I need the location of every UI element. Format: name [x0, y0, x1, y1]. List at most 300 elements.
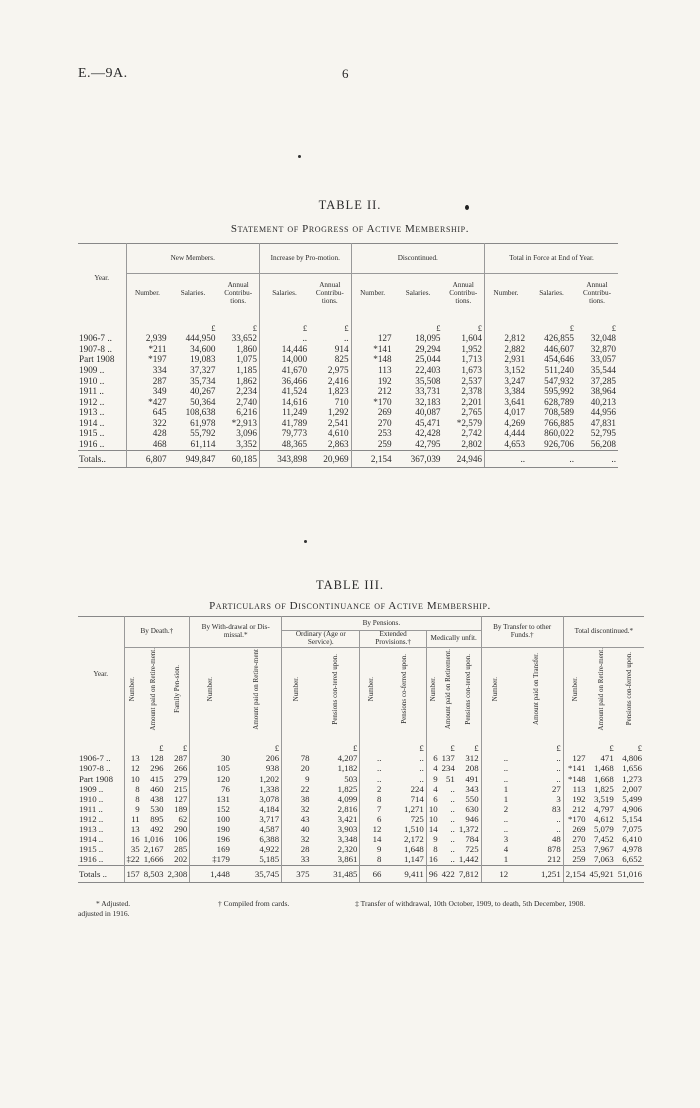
table-cell: 224: [383, 784, 426, 794]
col-number: Number.: [206, 676, 215, 702]
group-ordinary: Ordinary (Age or Service).: [282, 631, 360, 648]
table-cell: 253: [377, 428, 392, 439]
table-cell: 1,862: [217, 376, 259, 387]
table-cell: 415: [150, 773, 164, 784]
table-cell: 1,182: [311, 763, 359, 773]
col-number: Number.: [135, 288, 160, 297]
table-cell: 32,183: [415, 396, 441, 407]
table-cell: 35,734: [190, 375, 216, 386]
table-cell: 825: [309, 354, 351, 365]
table-cell: ..: [510, 814, 563, 824]
table-cell: 2,802: [443, 439, 485, 450]
pound-sign: £: [311, 733, 359, 753]
table3-totals-row: [78, 865, 644, 882]
table-cell: 19,083: [190, 354, 216, 365]
table-cell: 14,446: [281, 343, 308, 354]
table-cell: 234: [441, 763, 455, 774]
table-cell: 8: [377, 793, 382, 804]
table-cell: 9: [433, 834, 438, 845]
table-cell: 2: [503, 803, 509, 814]
row-year-cell: 1912 ..: [78, 397, 126, 408]
table-cell: 4,444: [504, 428, 526, 439]
table-row: [78, 794, 644, 804]
table-cell: ..: [309, 333, 351, 344]
totals-cell: 1,448: [190, 865, 232, 882]
row-year-cell: 1914 ..: [78, 834, 124, 844]
table-cell: 41,670: [281, 365, 308, 375]
table-row: [78, 386, 618, 397]
col-amount-retirement: Amount paid on Retire-ment.: [596, 647, 605, 731]
table-cell: 41,789: [281, 417, 308, 428]
table-cell: ..: [450, 824, 455, 835]
row-year-cell: 1909 ..: [78, 784, 124, 794]
col-year: Year.: [78, 617, 124, 734]
table-cell: 6,388: [232, 834, 282, 844]
table-row: [78, 354, 618, 365]
table-row: [78, 854, 644, 865]
totals-cell: 51,016: [616, 865, 644, 882]
table-cell: 192: [572, 793, 586, 804]
row-year-cell: 1912 ..: [78, 814, 124, 824]
col-amount-retirement: Amount paid on Retire-ment.: [148, 647, 157, 731]
group-in-force: Total in Force at End of Year.: [485, 244, 619, 274]
group-promotion: Increase by Pro-motion.: [259, 244, 351, 274]
table-cell: 3,096: [217, 428, 259, 439]
table-cell: 9: [135, 803, 140, 814]
table-cell: 1,825: [593, 783, 614, 794]
table-cell: 2,931: [504, 354, 526, 365]
row-year-cell: 1915 ..: [78, 428, 126, 439]
table-row: [78, 834, 644, 844]
table-cell: 4,797: [593, 803, 614, 814]
row-year-cell: Part 1908: [78, 354, 126, 365]
table-cell: 6,410: [622, 834, 642, 845]
row-year-cell: 1913 ..: [78, 824, 124, 834]
table-cell: 10: [130, 773, 140, 784]
table-cell: 2: [377, 783, 382, 794]
table2-progress: [78, 243, 618, 468]
pound-sign: £: [443, 314, 485, 334]
table-cell: 28: [300, 844, 310, 855]
table-cell: 48: [510, 834, 563, 844]
totals-cell: 20,969: [309, 450, 351, 468]
table-cell: 312: [457, 753, 481, 763]
table-cell: 4,906: [622, 803, 642, 814]
table-cell: 1,442: [457, 854, 481, 865]
table-cell: ..: [377, 753, 382, 764]
table-cell: 2,172: [383, 834, 426, 844]
table-cell: 212: [510, 854, 563, 865]
table-cell: 32,048: [590, 333, 616, 344]
table-row: [78, 763, 644, 773]
table-cell: 1,271: [383, 804, 426, 814]
table-cell: 2,007: [622, 783, 642, 794]
table-cell: 914: [309, 344, 351, 355]
table-cell: 1,952: [443, 344, 485, 355]
table2-title: TABLE II.: [318, 198, 382, 212]
table-cell: 2,740: [217, 397, 259, 408]
table-cell: 454,646: [544, 354, 574, 365]
table-cell: 22: [300, 783, 310, 794]
totals-cell: 60,185: [217, 450, 259, 468]
table-cell: 47,831: [590, 417, 616, 428]
row-year-cell: 1914 ..: [78, 418, 126, 429]
table-cell: 33: [300, 854, 310, 865]
col-pensions-conferred: Pensions con-tered upon.: [311, 647, 359, 733]
table-cell: 7,967: [593, 844, 614, 855]
totals-label: Totals ..: [78, 865, 124, 882]
table-cell: 491: [457, 774, 481, 784]
table-cell: 269: [572, 824, 586, 835]
table-cell: 5,079: [593, 824, 614, 835]
footnote-compiled: † Compiled from cards.: [218, 899, 290, 908]
table-cell: 196: [216, 834, 230, 845]
table-cell: 5,499: [622, 793, 642, 804]
pound-sign: £: [166, 733, 190, 753]
table-cell: 1,338: [232, 784, 282, 794]
totals-cell: 949,847: [169, 450, 218, 468]
table-cell: 438: [150, 793, 164, 804]
pound-sign: £: [611, 322, 616, 333]
table-row: [78, 814, 644, 824]
table-row: [78, 397, 618, 408]
table-row: [78, 784, 644, 794]
table-cell: 266: [166, 763, 190, 773]
table-cell: 8: [135, 783, 140, 794]
table-cell: 446,607: [544, 343, 574, 354]
table-cell: 1,825: [311, 784, 359, 794]
table-cell: ..: [302, 333, 308, 344]
table-cell: 4,587: [232, 824, 282, 834]
table-cell: 34,600: [190, 343, 216, 354]
table-cell: 10: [428, 803, 438, 814]
table-cell: *148: [373, 354, 392, 365]
table-cell: 29,294: [415, 343, 441, 354]
table-cell: 290: [166, 824, 190, 834]
row-year-cell: 1915 ..: [78, 844, 124, 854]
table-cell: 259: [572, 854, 586, 865]
table3-subtitle: Particulars of Discontinuance of Active Membership.: [209, 600, 491, 612]
table-cell: 127: [572, 753, 586, 764]
table-cell: 766,885: [544, 417, 574, 428]
table-cell: ..: [503, 753, 509, 764]
table-cell: 1,604: [443, 333, 485, 344]
footnote-adjusted-1916: adjusted in 1916.: [78, 908, 130, 918]
table-cell: 9: [377, 844, 382, 855]
row-year-cell: 1909 ..: [78, 365, 126, 376]
table-cell: ..: [450, 813, 455, 824]
table-cell: 946: [457, 814, 481, 824]
table-cell: 595,992: [544, 386, 574, 397]
col-number: Number.: [428, 676, 437, 702]
table-cell: 8: [433, 844, 438, 855]
totals-cell: 31,485: [311, 865, 359, 882]
table-cell: 4,610: [309, 428, 351, 439]
table-row: [78, 753, 644, 763]
table-cell: 27: [510, 784, 563, 794]
totals-cell: ..: [576, 450, 618, 468]
group-by-transfer: By Transfer to other Funds.†: [481, 617, 563, 648]
table-cell: 40,267: [190, 386, 216, 397]
group-by-pensions: By Pensions.: [282, 617, 482, 631]
table-cell: 61,978: [190, 417, 216, 428]
table-row: [78, 428, 618, 439]
table-cell: ..: [450, 783, 455, 794]
table-cell: 12: [372, 824, 382, 835]
table-cell: 492: [150, 824, 164, 835]
table-cell: *170: [373, 396, 392, 407]
table-cell: 5,185: [232, 854, 282, 865]
table-cell: 4,653: [504, 439, 526, 450]
table-cell: 550: [457, 794, 481, 804]
table-cell: 2,378: [443, 386, 485, 397]
row-year-cell: Part 1908: [78, 774, 124, 784]
table-cell: 860,022: [544, 428, 574, 439]
table-cell: 4: [433, 763, 438, 774]
table-cell: 322: [152, 417, 167, 428]
table-cell: 3,348: [311, 834, 359, 844]
table-cell: 113: [378, 365, 392, 375]
table-cell: ..: [450, 834, 455, 845]
table-cell: 444,950: [185, 333, 216, 344]
table-cell: 1,147: [383, 854, 426, 865]
currency-row: [78, 733, 644, 753]
table-cell: 38,964: [590, 386, 616, 397]
table-cell: 108,638: [185, 407, 216, 418]
col-number: Number.: [570, 676, 579, 702]
table-cell: 189: [166, 804, 190, 814]
table-cell: 4,806: [622, 753, 642, 764]
table-cell: 270: [572, 834, 586, 845]
table-cell: 269: [377, 407, 392, 418]
pound-sign: £: [232, 733, 282, 753]
table-cell: 56,208: [590, 439, 616, 450]
table-cell: 137: [441, 753, 455, 764]
totals-cell: 12: [481, 865, 510, 882]
table-row: [78, 774, 644, 784]
table-cell: 42,795: [415, 439, 441, 450]
totals-cell: ..: [485, 450, 528, 468]
table-cell: 2,765: [443, 407, 485, 418]
table-cell: 18,095: [415, 333, 441, 344]
table-row: [78, 407, 618, 418]
table-cell: 106: [166, 834, 190, 844]
totals-cell: 8,503: [142, 865, 166, 882]
table-cell: ..: [377, 763, 382, 774]
table-cell: 3,717: [232, 814, 282, 824]
row-year-cell: 1913 ..: [78, 407, 126, 418]
table-cell: 1,292: [309, 407, 351, 418]
table-cell: 1,372: [457, 824, 481, 834]
table-cell: 45,471: [415, 417, 441, 428]
table-cell: ..: [503, 773, 509, 784]
table-cell: 4,922: [232, 844, 282, 854]
pound-sign: £: [609, 743, 614, 754]
table-cell: 725: [383, 814, 426, 824]
table-cell: 1,273: [622, 773, 642, 784]
col-amount-retirement: Amount paid on Retirement.: [443, 649, 452, 730]
table-row: [78, 824, 644, 834]
table-cell: 22,403: [415, 365, 441, 375]
table-cell: 152: [216, 803, 230, 814]
currency-row: [78, 314, 618, 334]
table-cell: 32: [300, 834, 310, 845]
page-code: E.—9A.: [78, 66, 128, 81]
table-cell: 4: [503, 844, 509, 855]
table3-discontinuance: [78, 616, 644, 883]
table-cell: 3,903: [311, 824, 359, 834]
table-cell: 253: [572, 844, 586, 855]
group-extended: Extended Provisions.†: [360, 631, 426, 648]
col-salaries: Salaries.: [272, 288, 297, 297]
table-cell: 3,861: [311, 854, 359, 865]
pound-sign: £: [457, 733, 481, 753]
ink-dot: [304, 540, 307, 543]
table-cell: *427: [148, 396, 167, 407]
table-cell: 4,978: [622, 844, 642, 855]
table-cell: 9: [433, 773, 438, 784]
table-cell: 2,541: [309, 418, 351, 429]
table-cell: 285: [166, 844, 190, 854]
table-cell: 287: [152, 375, 167, 386]
col-number: Number.: [493, 288, 519, 297]
table-cell: 38: [300, 793, 310, 804]
table-cell: ..: [383, 774, 426, 784]
table-cell: ..: [510, 763, 563, 773]
pound-sign: £: [510, 733, 563, 753]
col-amount-retirement: Amount paid on Retire-ment: [232, 647, 282, 733]
table-cell: 8: [377, 854, 382, 865]
table-cell: 206: [232, 753, 282, 763]
table-cell: 1,648: [383, 844, 426, 854]
table-cell: ..: [450, 803, 455, 814]
col-number: Number.: [360, 288, 386, 297]
table-cell: 16: [130, 834, 140, 845]
col-family-pension: Family Pen-sion.: [166, 647, 190, 733]
table-cell: 2,416: [309, 376, 351, 387]
table-cell: 1,185: [217, 365, 259, 376]
group-by-death: By Death.†: [124, 617, 190, 648]
table-cell: 270: [377, 417, 392, 428]
table-row: [78, 439, 618, 450]
table-cell: 895: [150, 813, 164, 824]
table-cell: 78: [300, 753, 310, 764]
table-cell: 1,823: [309, 386, 351, 397]
table-cell: 3,247: [504, 375, 526, 386]
table-cell: 3,641: [504, 396, 526, 407]
table-cell: 215: [166, 784, 190, 794]
table-cell: 100: [216, 813, 230, 824]
pound-sign: £: [309, 314, 351, 334]
table-cell: 259: [377, 439, 392, 450]
totals-cell: 96: [426, 865, 439, 882]
table-cell: 3,421: [311, 814, 359, 824]
group-new-members: New Members.: [126, 244, 259, 274]
footnote-adjusted: * Adjusted.: [96, 899, 131, 908]
totals-cell: 35,745: [232, 865, 282, 882]
table-cell: 460: [150, 783, 164, 794]
col-salaries: Salaries.: [180, 288, 206, 297]
table-cell: 40: [300, 824, 310, 835]
table-cell: 4,269: [504, 417, 526, 428]
table-cell: 2,882: [504, 343, 526, 354]
table-cell: 503: [311, 774, 359, 784]
table-cell: 630: [457, 804, 481, 814]
table-cell: 6: [433, 793, 438, 804]
table-cell: 511,240: [544, 365, 574, 375]
table-cell: 14: [428, 824, 438, 835]
table-cell: 43: [300, 813, 310, 824]
totals-cell: 7,812: [457, 865, 481, 882]
table-cell: *197: [148, 354, 167, 365]
table-cell: 6,216: [217, 407, 259, 418]
table-cell: 40,213: [590, 396, 616, 407]
table-cell: ‡179: [212, 854, 230, 865]
group-discontinued: Discontinued.: [351, 244, 484, 274]
table-cell: 7,075: [622, 824, 642, 835]
table3-title: TABLE III.: [315, 578, 384, 592]
table-cell: 190: [216, 824, 230, 835]
table-cell: 33,652: [217, 333, 259, 344]
table-cell: 16: [428, 854, 438, 865]
table-cell: 212: [572, 803, 586, 814]
table-cell: 192: [377, 375, 392, 386]
table-cell: 20: [300, 763, 310, 774]
table-cell: 212: [377, 386, 392, 397]
table-cell: 2,234: [217, 386, 259, 397]
table-cell: 76: [221, 783, 230, 794]
pound-sign: £: [450, 743, 455, 754]
table-row: [78, 418, 618, 429]
table-cell: 3,152: [504, 365, 526, 375]
table-cell: 10: [428, 813, 438, 824]
table-cell: 2,537: [443, 376, 485, 387]
totals-cell: 367,039: [394, 450, 443, 468]
pound-sign: £: [217, 314, 259, 334]
table-cell: 1,468: [593, 763, 614, 774]
table-cell: 7,452: [593, 834, 614, 845]
table-cell: ..: [503, 763, 509, 774]
footnote-transfer: ‡ Transfer of withdrawal, 10th October, 1909, to death, 5th December, 1908.: [355, 899, 586, 908]
row-year-cell: 1916 ..: [78, 439, 126, 450]
table-cell: 50,364: [190, 396, 216, 407]
totals-cell: 2,154: [351, 450, 394, 468]
table-cell: 1,860: [217, 344, 259, 355]
table-cell: *2,913: [217, 418, 259, 429]
table-cell: 42,428: [415, 428, 441, 439]
table-cell: 11,249: [282, 407, 308, 418]
row-year-cell: 1907-8 ..: [78, 344, 126, 355]
table-cell: 468: [152, 439, 167, 450]
table-row: [78, 804, 644, 814]
table-cell: 878: [510, 844, 563, 854]
totals-cell: 422: [440, 865, 457, 882]
table-cell: ‡22: [126, 854, 140, 865]
table-cell: 334: [152, 365, 167, 375]
table-cell: 32,870: [590, 343, 616, 354]
table-cell: 4,017: [504, 407, 526, 418]
table-cell: 13: [130, 824, 140, 835]
table-cell: ..: [510, 774, 563, 784]
table-cell: 13: [130, 753, 140, 764]
table-cell: 714: [383, 794, 426, 804]
table-cell: 127: [166, 794, 190, 804]
table-cell: *148: [567, 773, 586, 784]
row-year-cell: 1911 ..: [78, 386, 126, 397]
totals-cell: 375: [282, 865, 312, 882]
table-cell: ..: [383, 753, 426, 763]
table-cell: 128: [150, 753, 164, 764]
